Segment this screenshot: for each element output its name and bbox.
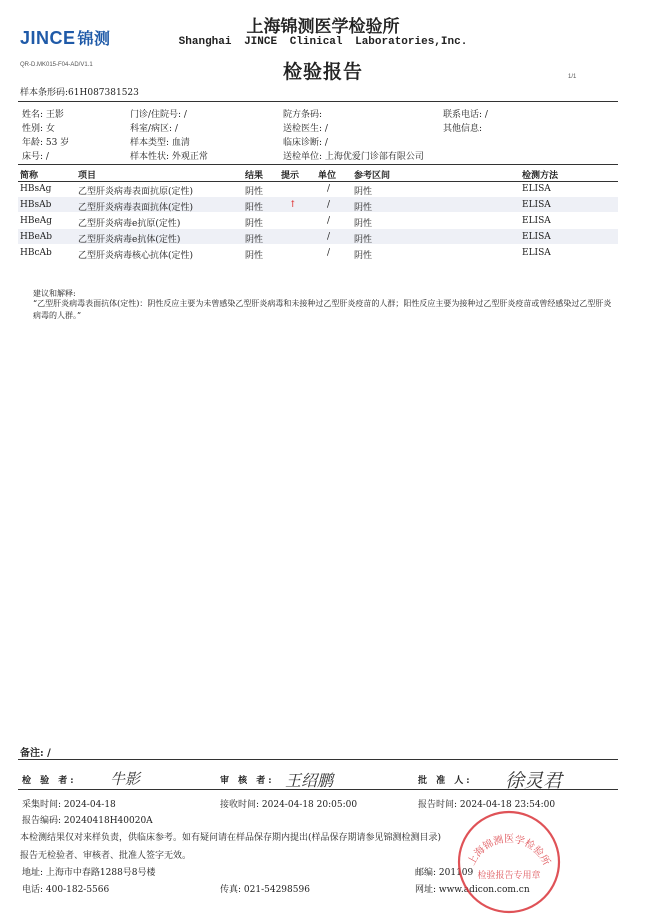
reviewer-signature: 王绍鹏 [285, 771, 334, 790]
table-cell-ref: 阴性 [354, 203, 373, 213]
sample-barcode [20, 85, 139, 98]
notes-body: “乙型肝炎病毒表面抗体(定性)：阴性反应主要为未曾感染乙型肝炎病毒和未接种过乙型肝炎疫苗的人群；阳性反应主要为接种过乙型肝炎疫苗或曾经感染过乙型肝炎病毒的人群。” [33, 299, 612, 320]
disclaimer-1: 本检测结果仅对来样负责，供临床参考。如有疑问请在样品保存期内提出(样品保存期请参见锦测检测目录) [20, 833, 442, 843]
report-title: 检验报告 [282, 61, 363, 83]
table-cell-abbr: HBeAb [20, 232, 53, 242]
table-cell-unit: / [327, 232, 331, 242]
table-cell-item: 乙型肝炎病毒核心抗体(定性) [78, 251, 194, 261]
clinical-diagnosis: 临床诊断: / [283, 138, 328, 148]
table-header-divider [18, 181, 618, 182]
table-cell-abbr: HBsAg [20, 184, 52, 194]
remark: 备注: / [20, 748, 51, 759]
fax: 传真: 021-54298596 [220, 885, 310, 895]
logo-cn: 锦测 [77, 31, 111, 48]
report-code: 报告编码: 20240418H40020A [22, 816, 153, 826]
contact-phone: 联系电话: / [443, 110, 488, 120]
phone: 电话: 400-182-5566 [22, 885, 110, 895]
col-hint: 提示 [281, 171, 300, 181]
patient-age: 年龄: 53 岁 [22, 138, 70, 148]
table-cell-method: ELISA [522, 248, 551, 258]
receive-time: 接收时间: 2024-04-18 20:05:00 [220, 800, 358, 810]
department: 科室/病区: / [130, 124, 178, 134]
table-cell-item: 乙型肝炎病毒表面抗体(定性) [78, 203, 194, 213]
table-cell-result: 阴性 [245, 187, 264, 197]
table-cell-ref: 阴性 [354, 187, 373, 197]
postcode: 邮编: 201109 [415, 868, 474, 878]
table-cell-method: ELISA [522, 200, 551, 210]
report-time: 报告时间: 2024-04-18 23:54:00 [418, 800, 556, 810]
disclaimer-2: 报告无检验者、审核者、批准人签字无效。 [20, 851, 192, 861]
stamp-bottom-text: 检验报告专用章 [477, 871, 541, 881]
table-cell-unit: / [327, 248, 331, 258]
table-cell-unit: / [327, 184, 331, 194]
remark-divider [18, 759, 618, 760]
table-cell-abbr: HBcAb [20, 248, 52, 258]
table-cell-item: 乙型肝炎病毒e抗原(定性) [78, 219, 181, 229]
other-info: 其他信息: [443, 124, 483, 134]
table-cell-item: 乙型肝炎病毒表面抗原(定性) [78, 187, 194, 197]
table-cell-method: ELISA [522, 184, 551, 194]
barcode-label: 样本条形码: [20, 88, 69, 98]
table-cell-unit: / [327, 200, 331, 210]
doc-code: QR-D.MK015-F04-AD/V1.1 [20, 62, 93, 68]
table-cell-result: 阴性 [245, 219, 264, 229]
patient-name: 姓名: 王影 [22, 110, 64, 120]
page-number: 1/1 [568, 74, 577, 80]
reviewer-label: 审 核 者: [220, 776, 275, 786]
approver-signature: 徐灵君 [505, 770, 563, 792]
header-divider [18, 101, 618, 102]
table-cell-result: 阳性 [245, 203, 264, 213]
org-name-en: Shanghai JINCE Clinical Laboratories,Inc. [178, 36, 468, 48]
col-item: 项目 [78, 171, 97, 181]
table-cell-result: 阴性 [245, 251, 264, 261]
hospital-barcode: 院方条码: [283, 110, 323, 120]
official-stamp [455, 808, 563, 916]
sample-state: 样本性状: 外观正常 [130, 152, 208, 162]
org-name-cn: 上海锦测医学检验所 [246, 17, 400, 37]
tester-signature: 牛影 [110, 770, 141, 788]
patient-sex: 性别: 女 [22, 124, 55, 134]
col-unit: 单位 [318, 171, 337, 181]
collect-time: 采集时间: 2024-04-18 [22, 800, 116, 810]
sample-type: 样本类型: 血清 [130, 138, 190, 148]
table-cell-ref: 阴性 [354, 219, 373, 229]
table-cell-ref: 阴性 [354, 251, 373, 261]
table-cell-abbr: HBeAg [20, 216, 53, 226]
tester-label: 检 验 者: [22, 776, 77, 786]
bed-number: 床号: / [22, 152, 49, 162]
col-result: 结果 [245, 171, 264, 181]
table-cell-method: ELISA [522, 232, 551, 242]
table-cell-item: 乙型肝炎病毒e抗体(定性) [78, 235, 181, 245]
table-cell-ref: 阴性 [354, 235, 373, 245]
referring-doctor: 送检医生: / [283, 124, 328, 134]
col-abbr: 简称 [20, 171, 39, 181]
col-ref: 参考区间 [354, 171, 391, 181]
logo-en: JINCE [20, 28, 76, 48]
address: 地址: 上海市中春路1288号8号楼 [22, 868, 156, 878]
approver-label: 批 准 人: [418, 776, 473, 786]
signature-divider [18, 789, 618, 790]
submitting-unit: 送检单位: 上海优爱门诊部有限公司 [283, 152, 424, 162]
table-cell-method: ELISA [522, 216, 551, 226]
notes-title: 建议和解释: [33, 289, 76, 298]
table-cell-unit: / [327, 216, 331, 226]
col-method: 检测方法 [522, 171, 559, 181]
info-divider [18, 164, 618, 165]
clinic-number: 门诊/住院号: / [130, 110, 187, 120]
website: 网址: www.adicon.com.cn [415, 885, 530, 895]
table-cell-abbr: HBsAb [20, 200, 52, 210]
table-cell-result: 阴性 [245, 235, 264, 245]
stamp-top-text: 上海锦测医学检验所 [466, 834, 552, 868]
abnormal-hint: ↑ [289, 200, 297, 210]
barcode-value: 61H087381523 [68, 88, 139, 98]
